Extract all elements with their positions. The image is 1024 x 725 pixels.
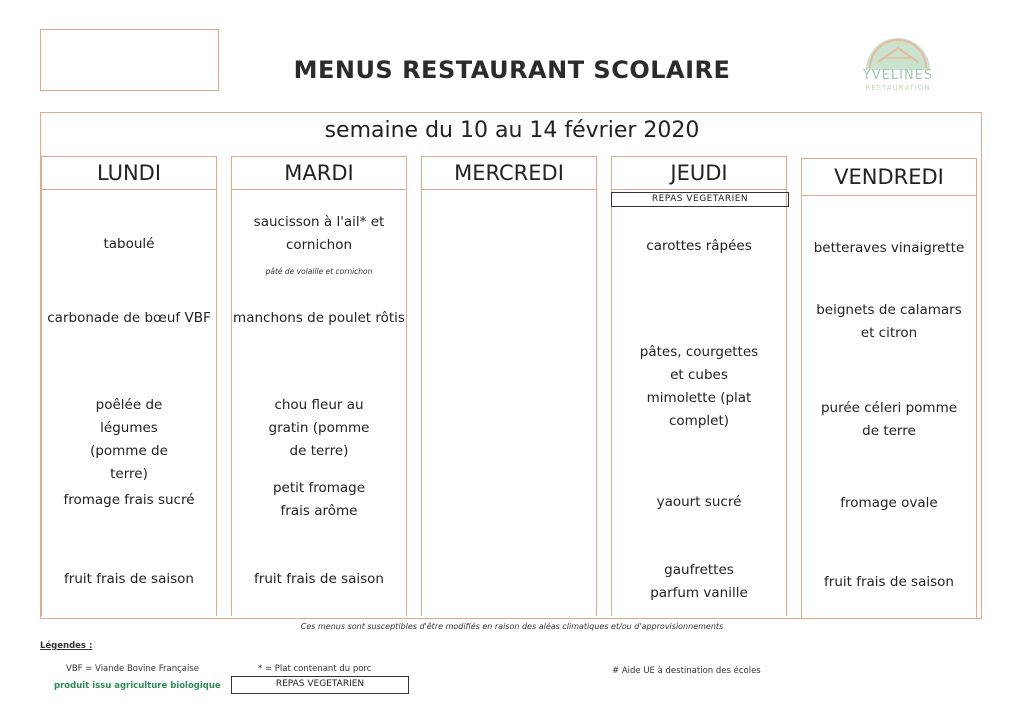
- menu-item: carbonade de bœuf VBF: [47, 310, 211, 326]
- day-column-lundi: [41, 156, 217, 616]
- day-column-jeudi: [611, 156, 787, 616]
- disclaimer-note: Ces menus sont susceptibles d'être modifiés en raison des aléas climatiques et/ou d'approvisionnements: [300, 622, 724, 631]
- menu-item: fromage ovale: [840, 495, 938, 511]
- menu-item: carottes râpées: [646, 238, 752, 254]
- menu-item: taboulé: [103, 236, 155, 252]
- legend-vbf: VBF = Viande Bovine Française: [66, 664, 199, 674]
- day-header-vendredi: VENDREDI: [802, 159, 976, 196]
- menu-item: petit fromage frais arôme: [272, 480, 366, 519]
- menu-item: pâtes, courgettes et cubes mimolette (plat complet): [639, 344, 759, 429]
- menu-item: gaufrettes parfum vanille: [650, 562, 748, 601]
- day-header-mercredi: MERCREDI: [422, 157, 596, 190]
- day-column-vendredi: [801, 158, 977, 618]
- menu-item: betteraves vinaigrette: [813, 240, 965, 256]
- menu-item: yaourt sucré: [656, 494, 742, 510]
- menu-item: fruit frais de saison: [64, 571, 194, 587]
- menu-item: poêlée de légumes (pomme de terre): [90, 397, 168, 482]
- menu-item: fruit frais de saison: [824, 574, 954, 590]
- day-column-mercredi: [421, 156, 597, 616]
- menu-item: fromage frais sucré: [63, 492, 195, 508]
- menu-item-alternative: pâté de volaille et cornichon: [265, 267, 373, 276]
- page-title: MENUS RESTAURANT SCOLAIRE: [293, 56, 731, 84]
- logo-subtext: RESTAURATION: [865, 84, 931, 92]
- menu-item: fruit frais de saison: [254, 571, 384, 587]
- vegetarian-badge: REPAS VEGETARIEN: [611, 192, 789, 207]
- legend-vegetarian-box: REPAS VEGETARIEN: [231, 676, 409, 694]
- legend-porc: * = Plat contenant du porc: [258, 664, 372, 674]
- menu-item: saucisson à l'ail* et cornichon: [253, 214, 385, 253]
- day-header-mardi: MARDI: [232, 157, 406, 190]
- legend-title: Légendes :: [40, 641, 93, 651]
- legend-ue: # Aide UE à destination des écoles: [612, 666, 761, 676]
- menu-item: manchons de poulet rôtis: [233, 310, 405, 326]
- yvelines-logo: [848, 28, 948, 98]
- menu-item: purée céleri pomme de terre: [820, 400, 958, 439]
- logo-text: YVELINES: [862, 68, 934, 83]
- legend-bio: produit issu agriculture biologique: [54, 681, 221, 691]
- day-header-jeudi: JEUDI: [612, 157, 786, 190]
- menu-item: beignets de calamars et citron: [816, 302, 962, 341]
- day-header-lundi: LUNDI: [42, 157, 216, 190]
- week-label: semaine du 10 au 14 février 2020: [324, 118, 700, 143]
- menu-item: chou fleur au gratin (pomme de terre): [268, 397, 370, 459]
- day-column-mardi: [231, 156, 407, 616]
- logo-emblem-icon: [848, 28, 948, 72]
